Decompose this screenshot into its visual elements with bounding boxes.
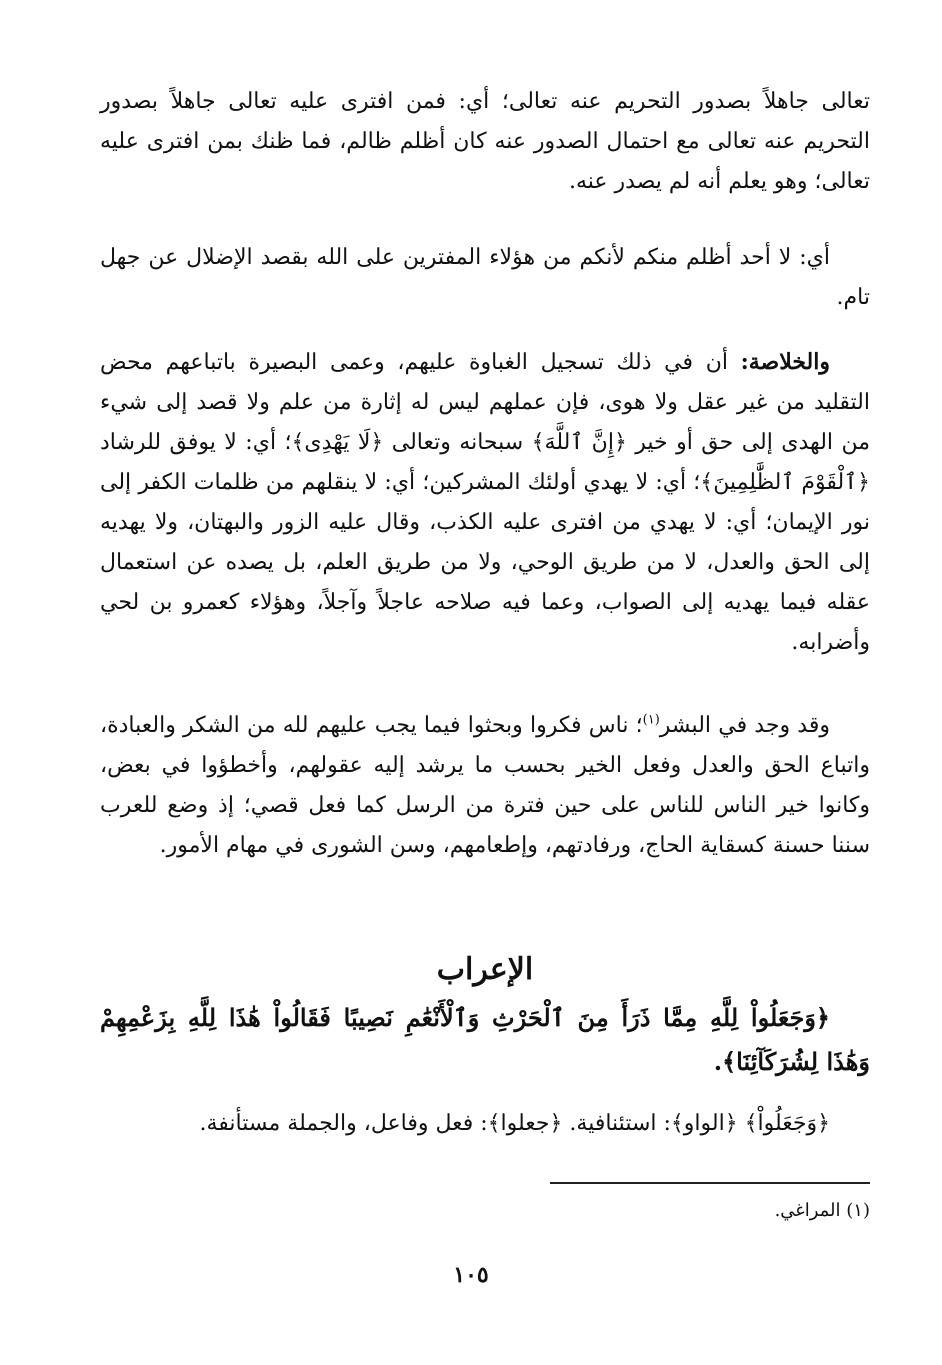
footnote-divider xyxy=(550,1182,870,1184)
paragraph-1: تعالى جاهلاً بصدور التحريم عنه تعالى؛ أي: فمن افترى عليه تعالى جاهلاً بصدور التحريم عنه تعالى مع احتمال الصدور عنه كان أظلم ظالم، فما ظنك بمن افترى عليه تعالى؛ وهو يعلم أنه لم يصدر عنه. xyxy=(100,89,870,194)
footnote-marker[interactable]: (١) xyxy=(642,712,660,728)
page-number: ١٠٥ xyxy=(453,1262,489,1288)
paragraph-3 xyxy=(100,342,870,663)
summary-text: أن في ذلك تسجيل الغباوة عليهم، وعمى البصيرة باتباعهم محض التقليد من غير عقل ولا هوى، فإن عملهم ليس له إثارة من علم ولا قصد إلى شيء من الهدى إلى حق أو خير ﴿إِنَّ ٱللَّهَ﴾ سبحانه وتعالى ﴿لَا يَهْدِى﴾؛ أي: لا يوفق للرشاد ﴿ٱلْقَوْمَ ٱلظَّٰلِمِينَ﴾؛ أي: لا يهدي أولئك المشركين؛ أي: لا ينقلهم من ظلمات الكفر إلى نور الإيمان؛ أي: لا يهدي من افترى عليه الكذب، وقال عليه الزور والبهتان، ولا يهديه إلى الحق والعدل، لا من طريق الوحي، ولا من طريق العلم، بل يصده عن استعمال عقله فيما يهديه إلى الصواب، وعما فيه صلاحه عاجلاً وآجلاً، وهؤلاء كعمرو بن لحي وأضرابه. xyxy=(100,350,870,655)
paragraph-4-rest: ؛ ناس فكروا وبحثوا فيما يجب عليهم لله من الشكر والعبادة، واتباع الحق والعدل وفعل الخير بحسب ما يرشد إليه عقولهم، وأخطؤوا في بعض، وكانوا خير الناس للناس على حين فترة من الرسل كما فعل قصي؛ إذ وضع للعرب سننا حسنة كسقاية الحاج، ورفادتهم، وإطعامهم، وسن الشورى في مهام الأمور. xyxy=(100,713,870,858)
footnote: (١) المراغي. xyxy=(774,1200,870,1221)
quran-verse: ﴿وَجَعَلُواْ لِلَّهِ مِمَّا ذَرَأَ مِنَ ٱلْحَرْثِ وَٱلْأَنْعَٰمِ نَصِيبًا فَقَالُواْ هَٰذَا لِلَّهِ بِزَعْمِهِمْ وَهَٰذَا لِشُرَكَآئِنَا﴾. xyxy=(100,1003,870,1076)
paragraph-4-start: وقد وجد في البشر xyxy=(659,713,830,738)
irab-line: ﴿وَجَعَلُواْ﴾ ﴿الواو﴾: استئنافية. ﴿جعلوا﴾: فعل وفاعل، والجملة مستأنفة. xyxy=(199,1111,830,1136)
summary-label: والخلاصة: xyxy=(740,349,830,375)
paragraph-4 xyxy=(100,706,870,866)
paragraph-2: أي: لا أحد أظلم منكم لأنكم من هؤلاء المفترين على الله بقصد الإضلال عن جهل تام. xyxy=(100,245,870,310)
section-heading: الإعراب xyxy=(436,952,534,987)
